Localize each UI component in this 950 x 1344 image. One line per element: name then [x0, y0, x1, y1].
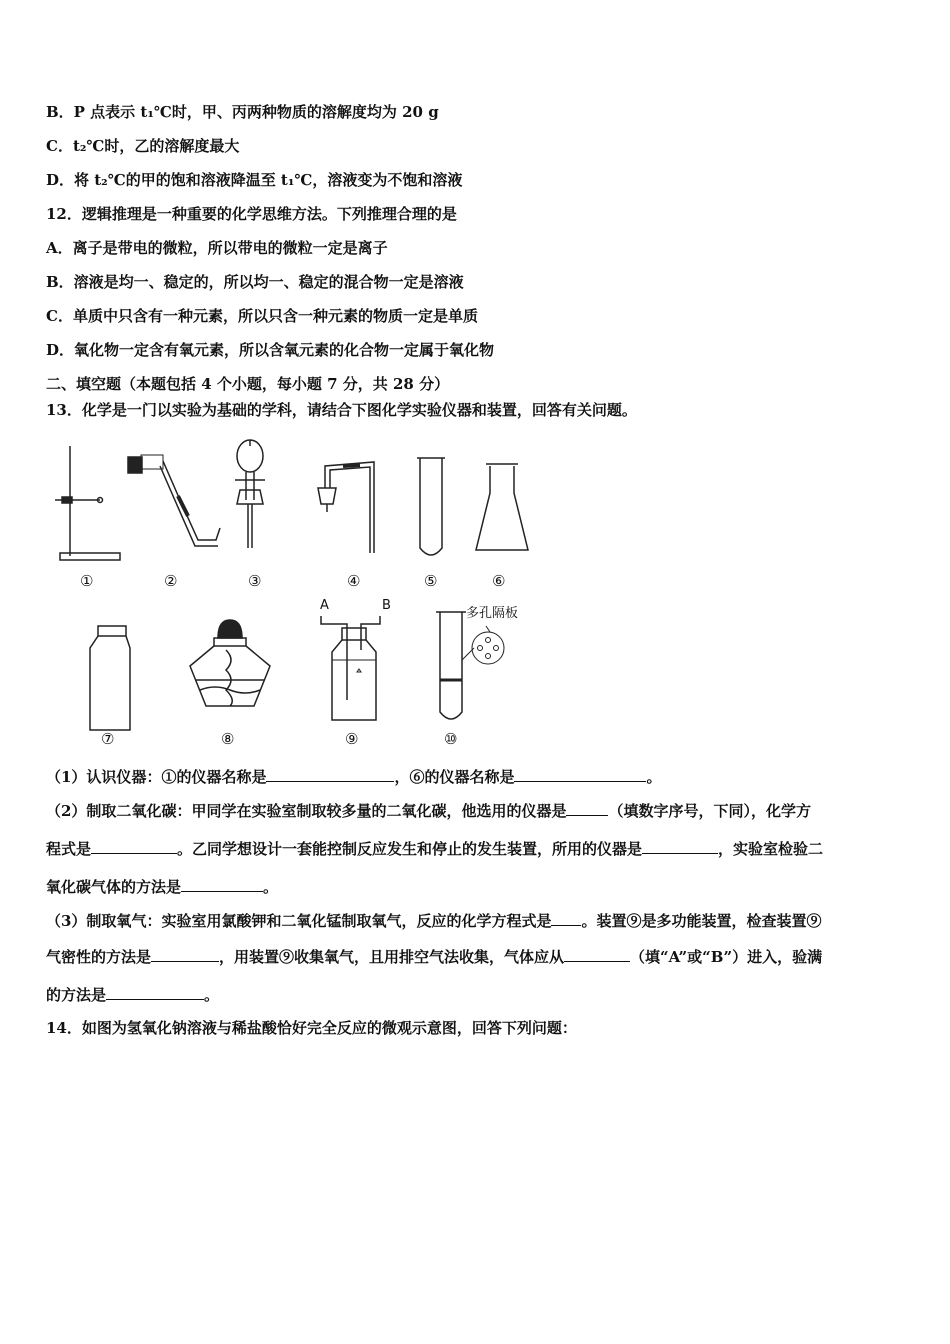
- label-9: ⑨: [345, 730, 359, 748]
- bent-tube-drawing: [128, 455, 220, 546]
- answer-blank-stand-name[interactable]: [266, 766, 394, 782]
- gas-bottle-drawing: [321, 616, 380, 720]
- q14-stem: 14．如图为氢氧化钠溶液与稀盐酸恰好完全反应的微观示意图，回答下列问题：: [46, 1019, 577, 1037]
- q13-p3-text-a: （3）制取氧气：实验室用氯酸钾和二氧化锰制取氧气，反应的化学方程式是: [46, 912, 552, 930]
- separatory-funnel-drawing: [235, 440, 265, 548]
- q13-part3-line3: [46, 984, 219, 1005]
- answer-blank-control-instruments[interactable]: [642, 838, 718, 854]
- q13-p2-text-c: 程式是: [46, 840, 92, 858]
- q11-option-c: C．t₂℃时，乙的溶解度最大: [46, 137, 240, 155]
- section-heading: 二、填空题（本题包括 4 个小题，每小题 7 分，共 28 分）: [46, 375, 450, 393]
- q13-p3-text-c: 气密性的方法是: [46, 948, 152, 966]
- alcohol-lamp-drawing: [190, 620, 270, 706]
- answer-blank-gas-inlet[interactable]: [564, 946, 630, 962]
- label-5: ⑤: [424, 572, 438, 590]
- answer-blank-full-check[interactable]: [106, 984, 204, 1000]
- label-8: ⑧: [221, 730, 235, 748]
- q13-p1-text-c: 。: [646, 768, 662, 786]
- test-tube-drawing: [417, 458, 445, 555]
- q13-p2-text-f: 氧化碳气体的方法是: [46, 878, 182, 896]
- conical-flask-drawing: [476, 464, 528, 550]
- answer-blank-co2-test[interactable]: [181, 876, 263, 892]
- label-6: ⑥: [492, 572, 506, 590]
- label-7: ⑦: [101, 730, 115, 748]
- q13-part2-line3: [46, 876, 278, 897]
- wide-bottle-drawing: [90, 626, 130, 730]
- label-porous-plate: 多孔隔板: [466, 606, 519, 621]
- q13-p2-text-d: 。乙同学想设计一套能控制反应发生和停止的发生装置，所用的仪器是: [177, 840, 643, 858]
- q13-p1-text-a: （1）认识仪器：①的仪器名称是: [46, 768, 267, 786]
- q12-option-c: C．单质中只含有一种元素，所以只含一种元素的物质一定是单质: [46, 307, 478, 325]
- q11-option-d: D．将 t₂℃的甲的饱和溶液降温至 t₁℃，溶液变为不饱和溶液: [46, 171, 463, 189]
- q13-p3-text-b: 。装置⑨是多功能装置，检查装置⑨: [581, 912, 822, 930]
- q13-p2-text-g: 。: [263, 878, 279, 896]
- iron-stand-drawing: [55, 446, 120, 560]
- q12-option-d: D．氧化物一定含有氧元素，所以含氧元素的化合物一定属于氧化物: [46, 341, 495, 359]
- q13-part1: [46, 766, 661, 787]
- q13-part2-line2: [46, 838, 823, 859]
- q13-p1-text-b: ，⑥的仪器名称是: [394, 768, 515, 786]
- q12-stem: 12．逻辑推理是一种重要的化学思维方法。下列推理合理的是: [46, 205, 457, 223]
- stopper-tube-drawing: [318, 462, 374, 553]
- answer-blank-co2-equation[interactable]: [91, 838, 177, 854]
- q13-part3-line1: [46, 910, 821, 931]
- q13-part3-line2: [46, 946, 822, 967]
- label-4: ④: [347, 572, 361, 590]
- answer-blank-o2-equation[interactable]: [551, 910, 581, 926]
- q12-option-b: B．溶液是均一、稳定的，所以均一、稳定的混合物一定是溶液: [46, 273, 464, 291]
- q12-option-a: A．离子是带电的微粒，所以带电的微粒一定是离子: [46, 239, 388, 257]
- q13-p2-text-a: （2）制取二氧化碳：甲同学在实验室制取较多量的二氧化碳，他选用的仪器是: [46, 802, 567, 820]
- porous-plate-tube-drawing: [436, 612, 504, 719]
- q13-stem: 13．化学是一门以实验为基础的学科，请结合下图化学实验仪器和装置，回答有关问题。: [46, 401, 637, 419]
- label-2: ②: [164, 572, 178, 590]
- label-a: A: [320, 598, 329, 613]
- answer-blank-airtight-method[interactable]: [151, 946, 219, 962]
- answer-blank-co2-instruments[interactable]: [566, 800, 608, 816]
- q13-p2-text-b: （填数字序号，下同），化学方: [608, 802, 811, 820]
- q13-p2-text-e: ，实验室检验二: [718, 840, 824, 858]
- answer-blank-flask-name[interactable]: [514, 766, 646, 782]
- label-b: B: [382, 598, 391, 613]
- q13-p3-text-f: 的方法是: [46, 986, 107, 1004]
- q11-option-b: B．P 点表示 t₁℃时，甲、丙两种物质的溶解度均为 20 g: [46, 103, 439, 121]
- q13-p3-text-e: （填“A”或“B”）进入，验满: [630, 948, 823, 966]
- label-3: ③: [248, 572, 262, 590]
- label-1: ①: [80, 572, 94, 590]
- label-10: ⑩: [444, 730, 458, 748]
- q13-p3-text-d: ，用装置⑨收集氧气，且用排空气法收集，气体应从: [219, 948, 565, 966]
- q13-part2-line1: [46, 800, 811, 821]
- q13-p3-text-g: 。: [204, 986, 220, 1004]
